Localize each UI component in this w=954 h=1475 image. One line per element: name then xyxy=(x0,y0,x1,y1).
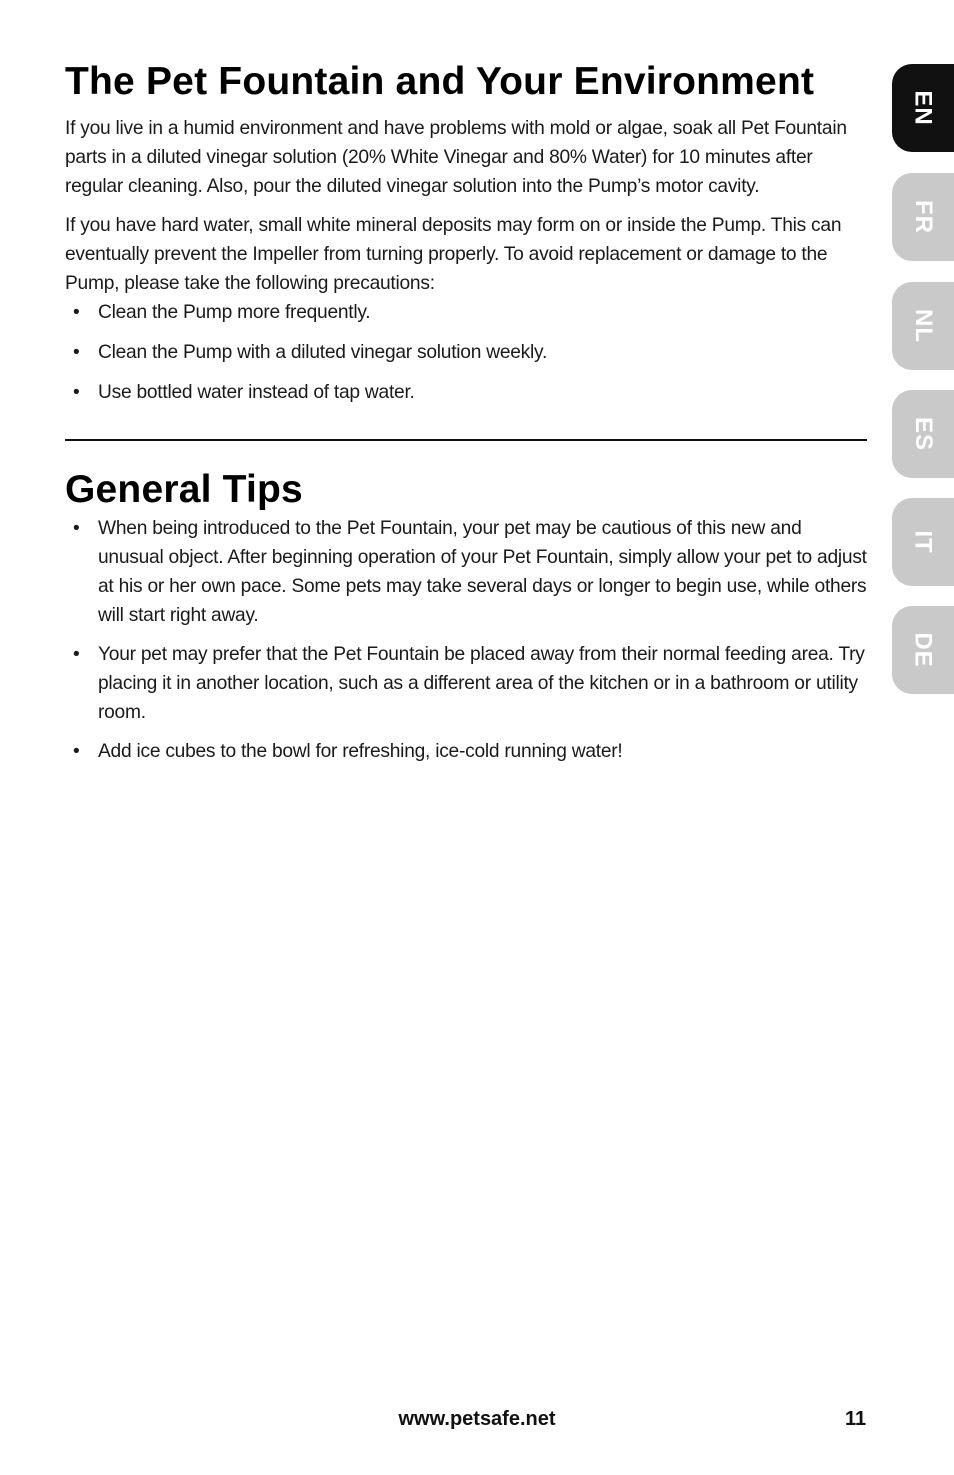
tab-label: ES xyxy=(909,416,937,452)
bullet-icon: • xyxy=(73,741,80,762)
tab-label: FR xyxy=(910,200,937,234)
tab-es[interactable] xyxy=(892,390,954,478)
list-item: • Your pet may prefer that the Pet Fountain be placed away from their normal feeding area. Try placing it in another location, such as a different area of the kitchen or in a bathroom or utility room. xyxy=(65,640,867,727)
tab-de[interactable] xyxy=(892,606,954,694)
bullet-icon: • xyxy=(73,518,80,539)
list-item: • Use bottled water instead of tap water. xyxy=(65,378,867,407)
tips-list xyxy=(65,514,867,766)
bullet-icon: • xyxy=(73,644,80,665)
tab-fr[interactable] xyxy=(892,173,954,261)
list-item: • Add ice cubes to the bowl for refreshing, ice-cold running water! xyxy=(65,737,867,766)
bullet-icon: • xyxy=(73,382,80,403)
page-number: 11 xyxy=(845,1408,867,1430)
tab-label: IT xyxy=(909,530,937,554)
tab-nl[interactable] xyxy=(892,282,954,370)
environment-title: The Pet Fountain and Your Environment xyxy=(65,60,815,103)
environment-paragraph-hard-water: If you have hard water, small white mineral deposits may form on or inside the Pump. This can eventually prevent the Impeller from turning properly. To avoid replacement or damage to the Pump, please take the following precautions: xyxy=(65,215,842,294)
list-item: • Clean the Pump more frequently. xyxy=(65,298,867,327)
section-divider xyxy=(65,439,867,441)
tab-en[interactable] xyxy=(892,64,954,152)
footer-website-link[interactable]: www.petsafe.net xyxy=(398,1408,556,1430)
bullet-icon: • xyxy=(73,342,80,363)
page-content xyxy=(65,58,867,766)
precautions-list xyxy=(65,298,867,407)
language-tabs xyxy=(892,0,954,1475)
tab-label: DE xyxy=(910,632,937,668)
list-item: • When being introduced to the Pet Fountain, your pet may be cautious of this new and unusual object. After beginning operation of your Pet Fountain, simply allow your pet to adjust at his or her own pace. Some pets may take several days or longer to begin use, while others will start right away. xyxy=(65,514,867,630)
general-tips-title: General Tips xyxy=(65,468,303,511)
bullet-icon: • xyxy=(73,302,80,323)
tab-it[interactable] xyxy=(892,498,954,586)
tab-label: EN xyxy=(910,90,937,126)
tab-label: NL xyxy=(910,309,937,343)
environment-paragraph-humid: If you live in a humid environment and have problems with mold or algae, soak all Pet Fountain parts in a diluted vinegar solution (20% White Vinegar and 80% Water) for 10 minutes after regular cleaning. Also, pour the diluted vinegar solution into the Pump’s motor cavity. xyxy=(65,118,847,197)
list-item: • Clean the Pump with a diluted vinegar solution weekly. xyxy=(65,338,867,367)
